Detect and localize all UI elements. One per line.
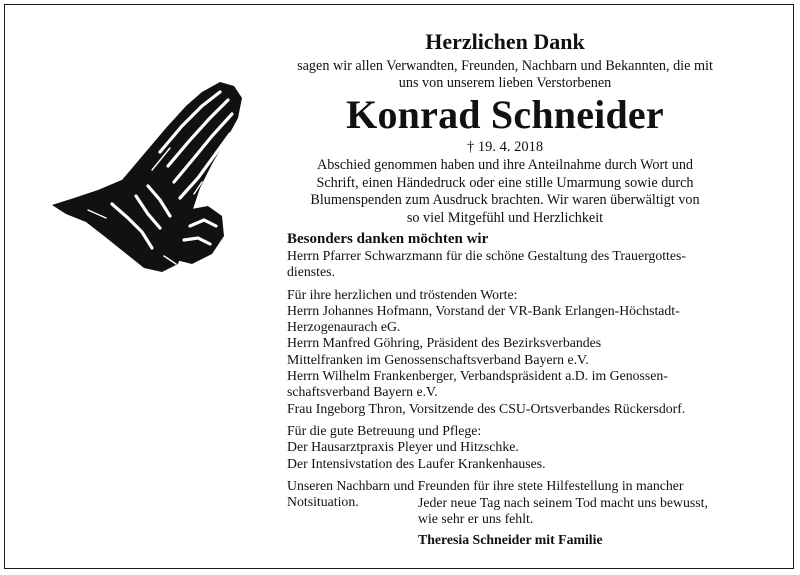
thanks-line: Unseren Nachbarn und Freunden für ihre stete Hilfestellung in mancher bbox=[287, 477, 684, 493]
care-thanks bbox=[287, 423, 757, 472]
thanks-line: Herrn Pfarrer Schwarzmann für die schöne Gestaltung des Trauergottes- bbox=[287, 248, 686, 263]
thanks-line: Herrn Wilhelm Frankenberger, Verbandspräsident a.D. im Genossen- bbox=[287, 368, 668, 384]
thanks-line: Notsituation. bbox=[287, 494, 359, 510]
notice-header bbox=[265, 28, 745, 227]
thanks-line: Herrn Johannes Hofmann, Vorstand der VR-Bank Erlangen-Höchstadt- bbox=[287, 302, 680, 318]
thanks-line: Frau Ingeborg Thron, Vorsitzende des CSU-Ortsverbandes Rückersdorf. bbox=[287, 400, 686, 416]
death-date: † 19. 4. 2018 bbox=[466, 139, 544, 155]
special-thanks-section bbox=[287, 230, 757, 510]
thanks-line: Für ihre herzlichen und tröstenden Worte: bbox=[287, 286, 518, 302]
thanks-line: Der Intensivstation des Laufer Krankenhauses. bbox=[287, 455, 546, 471]
thanks-line: schaftsverband Bayern e.V. bbox=[287, 384, 438, 400]
thanks-line: Für die gute Betreuung und Pflege: bbox=[287, 422, 482, 438]
farewell-line: so viel Mitgefühl und Herzlichkeit bbox=[406, 209, 604, 226]
intro-text bbox=[265, 58, 745, 92]
signature: Theresia Schneider mit Familie bbox=[418, 531, 603, 547]
closing-line: wie sehr er uns fehlt. bbox=[418, 511, 534, 527]
closing-section bbox=[418, 495, 778, 548]
notice-title: Herzlichen Dank bbox=[425, 29, 585, 54]
special-thanks-heading: Besonders danken möchten wir bbox=[287, 231, 489, 247]
praying-hands-icon bbox=[52, 78, 252, 274]
intro-line: sagen wir allen Verwandten, Freunden, Nachbarn und Bekannten, die mit bbox=[297, 58, 713, 74]
farewell-text bbox=[265, 157, 745, 227]
farewell-line: Schrift, einen Händedruck oder eine stille Umarmung sowie durch bbox=[316, 174, 694, 191]
thanks-line: Mittelfranken im Genossenschaftsverband Bayern e.V. bbox=[287, 351, 589, 367]
pastor-thanks bbox=[287, 248, 757, 281]
farewell-line: Abschied genommen haben und ihre Anteilnahme durch Wort und bbox=[316, 157, 694, 173]
farewell-line: Blumenspenden zum Ausdruck brachten. Wir waren überwältigt von bbox=[310, 192, 700, 209]
thanks-line: Der Hausarztpraxis Pleyer und Hitzschke. bbox=[287, 439, 519, 455]
closing-line: Jeder neue Tag nach seinem Tod macht uns bewusst, bbox=[418, 495, 708, 510]
comfort-thanks bbox=[287, 287, 757, 417]
intro-line: uns von unserem lieben Verstorbenen bbox=[398, 75, 612, 91]
thanks-line: Herzogenaurach eG. bbox=[287, 319, 401, 335]
thanks-line: dienstes. bbox=[287, 264, 335, 280]
thanks-line: Herrn Manfred Göhring, Präsident des Bezirksverbandes bbox=[287, 335, 602, 351]
deceased-name: Konrad Schneider bbox=[346, 92, 664, 137]
